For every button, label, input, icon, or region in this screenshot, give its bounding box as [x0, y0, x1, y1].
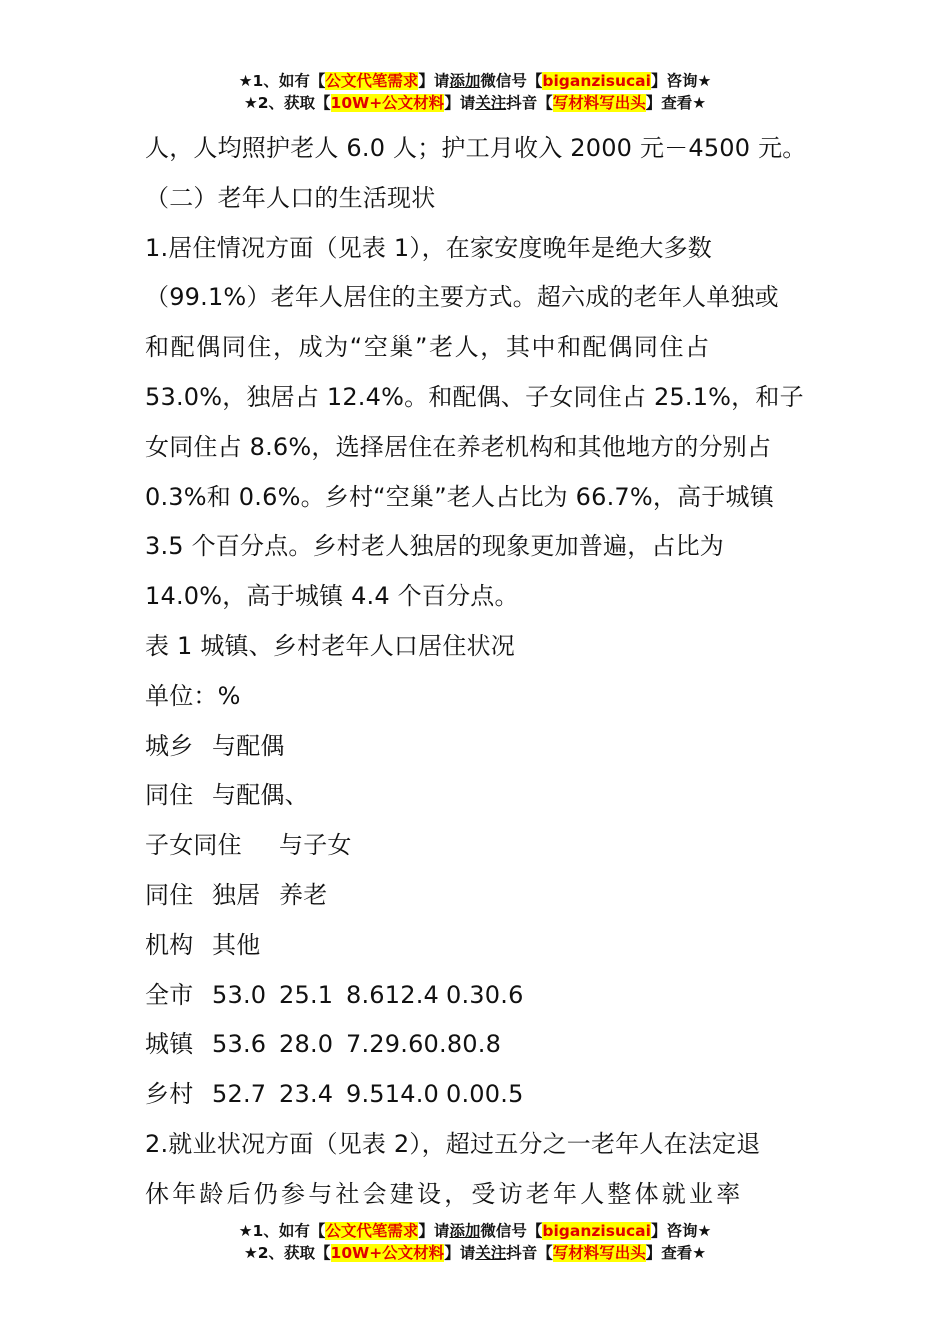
paragraph-line: 和配偶同住，成为“空巢”老人，其中和配偶同住占 — [145, 333, 711, 362]
promo-line-2: ★2、获取【10W+公文材料】请关注抖音【写材料写出头】查看★ — [243, 1244, 707, 1262]
promo-line-2: ★2、获取【10W+公文材料】请关注抖音【写材料写出头】查看★ — [243, 94, 707, 112]
table-header-row: 同住 与配偶、 — [145, 781, 309, 810]
paragraph-line: 0.3%和 0.6%。乡村“空巢”老人占比为 66.7%，高于城镇 — [145, 482, 774, 511]
paragraph-line: 人，人均照护老人 6.0 人；护工月收入 2000 元－4500 元。 — [145, 134, 807, 162]
paragraph-line: 53.0%，独居占 12.4%。和配偶、子女同住占 25.1%，和子 — [145, 382, 804, 411]
document-body — [145, 124, 809, 1220]
paragraph-line: 2.就业状况方面（见表 2），超过五分之一老年人在法定退 — [145, 1129, 761, 1158]
paragraph-line: 休年龄后仍参与社会建设，受访老年人整体就业率 — [145, 1179, 744, 1208]
table-header-row: 子女同住 与子女 — [145, 831, 352, 860]
promo-highlight: 写材料写出头 — [552, 1244, 646, 1262]
table-row: 全市 53.0 25.1 8.612.4 0.30.6 — [145, 980, 524, 1009]
promo-highlight: 公文代笔需求 — [325, 1222, 419, 1240]
table-title: 表 1 城镇、乡村老年人口居住状况 — [145, 631, 515, 660]
table-header-row: 城乡 与配偶 — [145, 731, 285, 760]
promo-footer — [0, 1220, 950, 1264]
promo-line-1: ★1、如有【公文代笔需求】请添加微信号【biganzisucai】咨询★ — [238, 1222, 712, 1240]
table-unit: 单位：% — [145, 681, 241, 710]
table-header-row: 同住 独居 养老 — [145, 880, 328, 909]
promo-highlight: biganzisucai — [542, 1222, 651, 1240]
promo-highlight: 10W+公文材料 — [330, 1244, 445, 1262]
promo-highlight: 10W+公文材料 — [330, 94, 445, 112]
paragraph-line: 女同住占 8.6%，选择居住在养老机构和其他地方的分别占 — [145, 432, 772, 461]
table-header-row: 机构 其他 — [145, 930, 261, 959]
promo-highlight: 公文代笔需求 — [325, 72, 419, 90]
promo-header — [0, 70, 950, 114]
table-header — [145, 722, 809, 971]
paragraph-line: （99.1%）老年人居住的主要方式。超六成的老年人单独或 — [145, 283, 779, 312]
table-row: 城镇 53.6 28.0 7.29.60.80.8 — [145, 1030, 502, 1059]
paragraph-line: 14.0%，高于城镇 4.4 个百分点。 — [145, 582, 519, 611]
table-body — [145, 971, 809, 1120]
promo-line-1: ★1、如有【公文代笔需求】请添加微信号【biganzisucai】咨询★ — [238, 72, 712, 90]
promo-highlight: 写材料写出头 — [552, 94, 646, 112]
paragraph-line: 1.居住情况方面（见表 1），在家安度晚年是绝大多数 — [145, 233, 712, 262]
paragraph-line: 3.5 个百分点。乡村老人独居的现象更加普遍，占比为 — [145, 532, 724, 561]
table-row: 乡村 52.7 23.4 9.514.0 0.00.5 — [145, 1080, 524, 1109]
section-heading: （二）老年人口的生活现状 — [145, 183, 436, 212]
promo-highlight: biganzisucai — [542, 72, 651, 90]
